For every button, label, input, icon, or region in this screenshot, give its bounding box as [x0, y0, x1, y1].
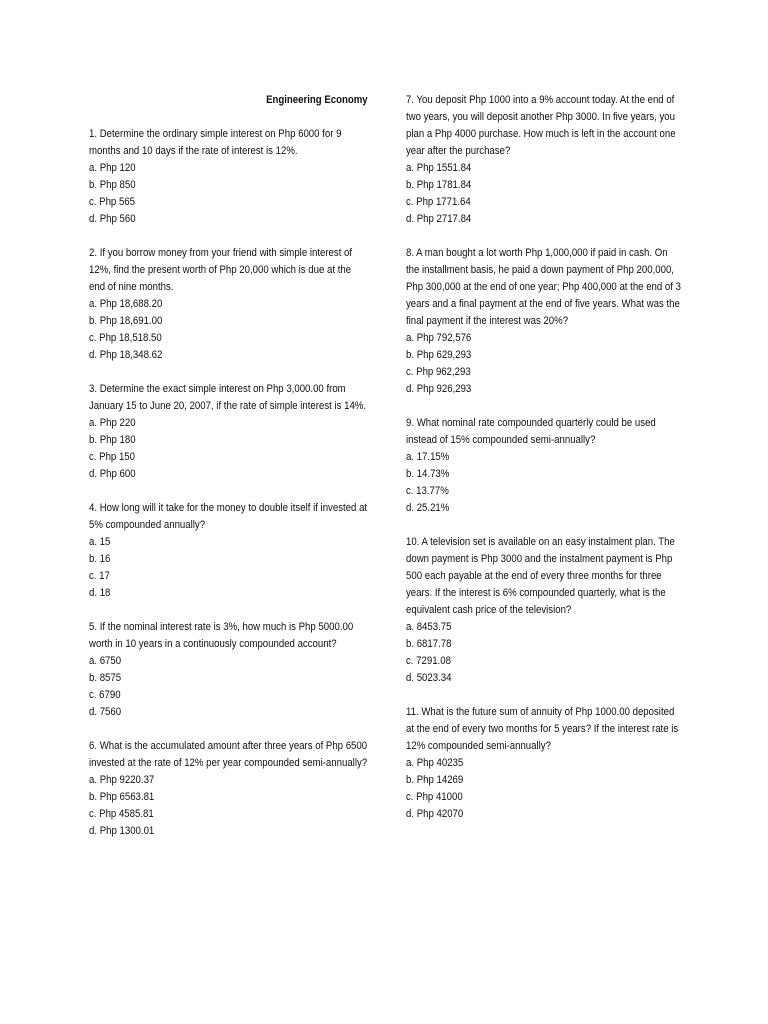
answer-option: a. 6750 [89, 655, 122, 667]
answer-option: b. 6817.78 [406, 638, 452, 650]
answer-option: d. 7560 [89, 706, 122, 718]
question-text: 5. If the nominal interest rate is 3%, how much is Php 5000.00 worth in 10 years in a continuously compounded account? [89, 621, 354, 650]
right-column [406, 92, 683, 840]
question-text: 3. Determine the exact simple interest on Php 3,000.00 from January 15 to June 20, 2007, if the rate of simple interest is 14%. [89, 383, 367, 412]
answer-option: b. Php 850 [89, 179, 136, 191]
answer-option: a. Php 120 [89, 162, 136, 174]
answer-option: a. 17.15% [406, 451, 450, 463]
question-block [406, 415, 683, 517]
answer-option: d. Php 18,348.62 [89, 349, 163, 361]
question-block [89, 738, 368, 840]
answer-option: a. Php 9220.37 [89, 774, 155, 786]
answer-option: c. Php 18,518.50 [89, 332, 162, 344]
answer-option: c. 7291.08 [406, 655, 451, 667]
answer-option: a. 15 [89, 536, 111, 548]
question-block [406, 704, 683, 823]
answer-option: b. 16 [89, 553, 111, 565]
answer-option: c. 13.77% [406, 485, 449, 497]
answer-option: c. Php 150 [89, 451, 136, 463]
question-block [89, 381, 368, 483]
question-block [89, 619, 368, 721]
question-block [406, 534, 683, 687]
answer-option: c. Php 41000 [406, 791, 463, 803]
answer-option: a. Php 220 [89, 417, 136, 429]
answer-option: d. Php 926,293 [406, 383, 472, 395]
answer-option: d. Php 600 [89, 468, 136, 480]
answer-option: b. Php 180 [89, 434, 136, 446]
answer-option: a. Php 792,576 [406, 332, 472, 344]
answer-option: b. Php 629,293 [406, 349, 472, 361]
page-title: Engineering Economy [266, 94, 368, 106]
answer-option: c. Php 962,293 [406, 366, 471, 378]
answer-option: b. Php 18,691.00 [89, 315, 163, 327]
question-block [89, 245, 368, 364]
answer-option: a. 8453.75 [406, 621, 452, 633]
answer-option: b. 14.73% [406, 468, 450, 480]
answer-option: d. Php 560 [89, 213, 136, 225]
question-text: 11. What is the future sum of annuity of Php 1000.00 deposited at the end of every two months for 5 years? If the interest rate is 12% compounded semi-annually? [406, 706, 679, 752]
question-text: 8. A man bought a lot worth Php 1,000,000 if paid in cash. On the installment basis, he paid a down payment of Php 200,000, Php 300,000 at the end of one year; Php 400,000 at the end of 3 years and a final payment at the end of five years. What was the final payment if the interest was 20%? [406, 247, 681, 327]
answer-option: d. 5023.34 [406, 672, 452, 684]
answer-option: d. 18 [89, 587, 111, 599]
answer-option: b. Php 6563.81 [89, 791, 155, 803]
answer-option: c. Php 4585.81 [89, 808, 154, 820]
left-column [89, 92, 368, 857]
question-block [406, 245, 683, 398]
answer-option: b. Php 14269 [406, 774, 464, 786]
answer-option: d. Php 2717.84 [406, 213, 472, 225]
question-text: 9. What nominal rate compounded quarterly could be used instead of 15% compounded semi-annually? [406, 417, 656, 446]
answer-option: c. Php 1771.64 [406, 196, 471, 208]
answer-option: a. Php 40235 [406, 757, 464, 769]
answer-option: b. 8575 [89, 672, 122, 684]
answer-option: d. Php 1300.01 [89, 825, 155, 837]
question-block [89, 126, 368, 228]
question-text: 10. A television set is available on an easy instalment plan. The down payment is Php 3000 and the instalment payment is Php 500 each payable at the end of every three months for three years. If the interest is 6% compounded quarterly, what is the equivalent cash price of the television? [406, 536, 675, 616]
answer-option: a. Php 18,688.20 [89, 298, 163, 310]
answer-option: d. 25.21% [406, 502, 450, 514]
question-block [89, 500, 368, 602]
answer-option: b. Php 1781.84 [406, 179, 472, 191]
answer-option: c. Php 565 [89, 196, 136, 208]
answer-option: d. Php 42070 [406, 808, 464, 820]
question-text: 1. Determine the ordinary simple interest on Php 6000 for 9 months and 10 days if the rate of interest is 12%. [89, 128, 342, 157]
question-text: 4. How long will it take for the money to double itself if invested at 5% compounded annually? [89, 502, 368, 531]
answer-option: c. 17 [89, 570, 110, 582]
answer-option: a. Php 1551.84 [406, 162, 472, 174]
question-text: 6. What is the accumulated amount after three years of Php 6500 invested at the rate of 12% per year compounded semi-annually? [89, 740, 368, 769]
question-block [406, 92, 683, 228]
question-text: 2. If you borrow money from your friend with simple interest of 12%, find the present worth of Php 20,000 which is due at the end of nine months. [89, 247, 353, 293]
answer-option: c. 6790 [89, 689, 121, 701]
question-text: 7. You deposit Php 1000 into a 9% account today. At the end of two years, you will deposit another Php 3000. In five years, you plan a Php 4000 purchase. How much is left in the account one year after the purchase? [406, 94, 676, 157]
